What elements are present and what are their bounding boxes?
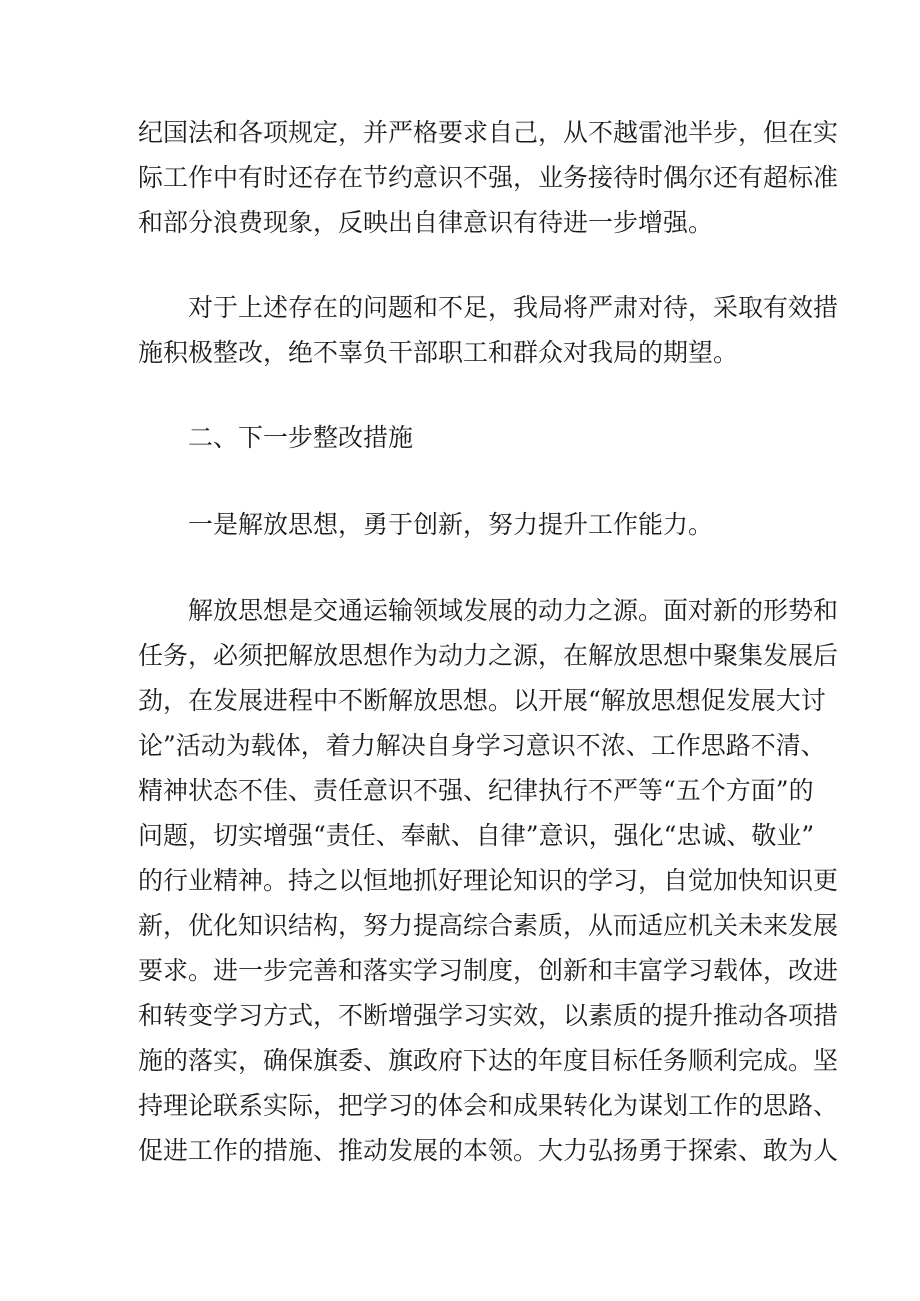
paragraph-line: 任务，必须把解放思想作为动力之源，在解放思想中聚集发展后 [138, 641, 839, 670]
subsection-heading [138, 502, 788, 547]
paragraph-line: 要求。进一步完善和落实学习制度，创新和丰富学习载体，改进 [138, 956, 839, 985]
paragraph-line: 解放思想是交通运输领域发展的动力之源。面对新的形势和 [188, 596, 839, 625]
paragraph-line: 劲，在发展进程中不断解放思想。以开展“解放思想促发展大讨 [138, 686, 826, 715]
paragraph-self-discipline [138, 110, 839, 245]
subsection-heading-text: 一是解放思想，勇于创新，努力提升工作能力。 [188, 510, 714, 539]
paragraph-line: 和转变学习方式，不断增强学习实效，以素质的提升推动各项措 [138, 1001, 839, 1030]
paragraph-line: 问题，切实增强“责任、奉献、自律”意识，强化“忠诚、敬业” [138, 821, 815, 850]
paragraph-line: 施积极整改，绝不辜负干部职工和群众对我局的期望。 [138, 338, 739, 367]
paragraph-line: 新，优化知识结构，努力提高综合素质，从而适应机关未来发展 [138, 911, 839, 940]
paragraph-line: 持理论联系实际，把学习的体会和成果转化为谋划工作的思路、 [138, 1091, 839, 1120]
paragraph-line: 施的落实，确保旗委、旗政府下达的年度目标任务顺利完成。坚 [138, 1046, 839, 1075]
paragraph-rectification-commitment [138, 285, 839, 375]
section-heading-text: 二、下一步整改措施 [188, 423, 414, 452]
paragraph-line: 论”活动为载体，着力解决自身学习意识不浓、工作思路不清、 [138, 731, 826, 760]
paragraph-line: 和部分浪费现象，反映出自律意识有待进一步增强。 [138, 208, 714, 237]
paragraph-line: 的行业精神。持之以恒地抓好理论知识的学习，自觉加快知识更 [138, 866, 839, 895]
paragraph-line: 际工作中有时还存在节约意识不强，业务接待时偶尔还有超标准 [138, 163, 839, 192]
paragraph-line: 促进工作的措施、推动发展的本领。大力弘扬勇于探索、敢为人 [138, 1136, 839, 1165]
paragraph-line: 精神状态不佳、责任意识不强、纪律执行不严等“五个方面”的 [138, 776, 814, 805]
paragraph-line: 对于上述存在的问题和不足，我局将严肃对待，采取有效措 [188, 293, 839, 322]
paragraph-emancipate-mind [138, 588, 839, 1173]
section-heading [138, 415, 788, 460]
paragraph-line: 纪国法和各项规定，并严格要求自己，从不越雷池半步，但在实 [138, 118, 839, 147]
